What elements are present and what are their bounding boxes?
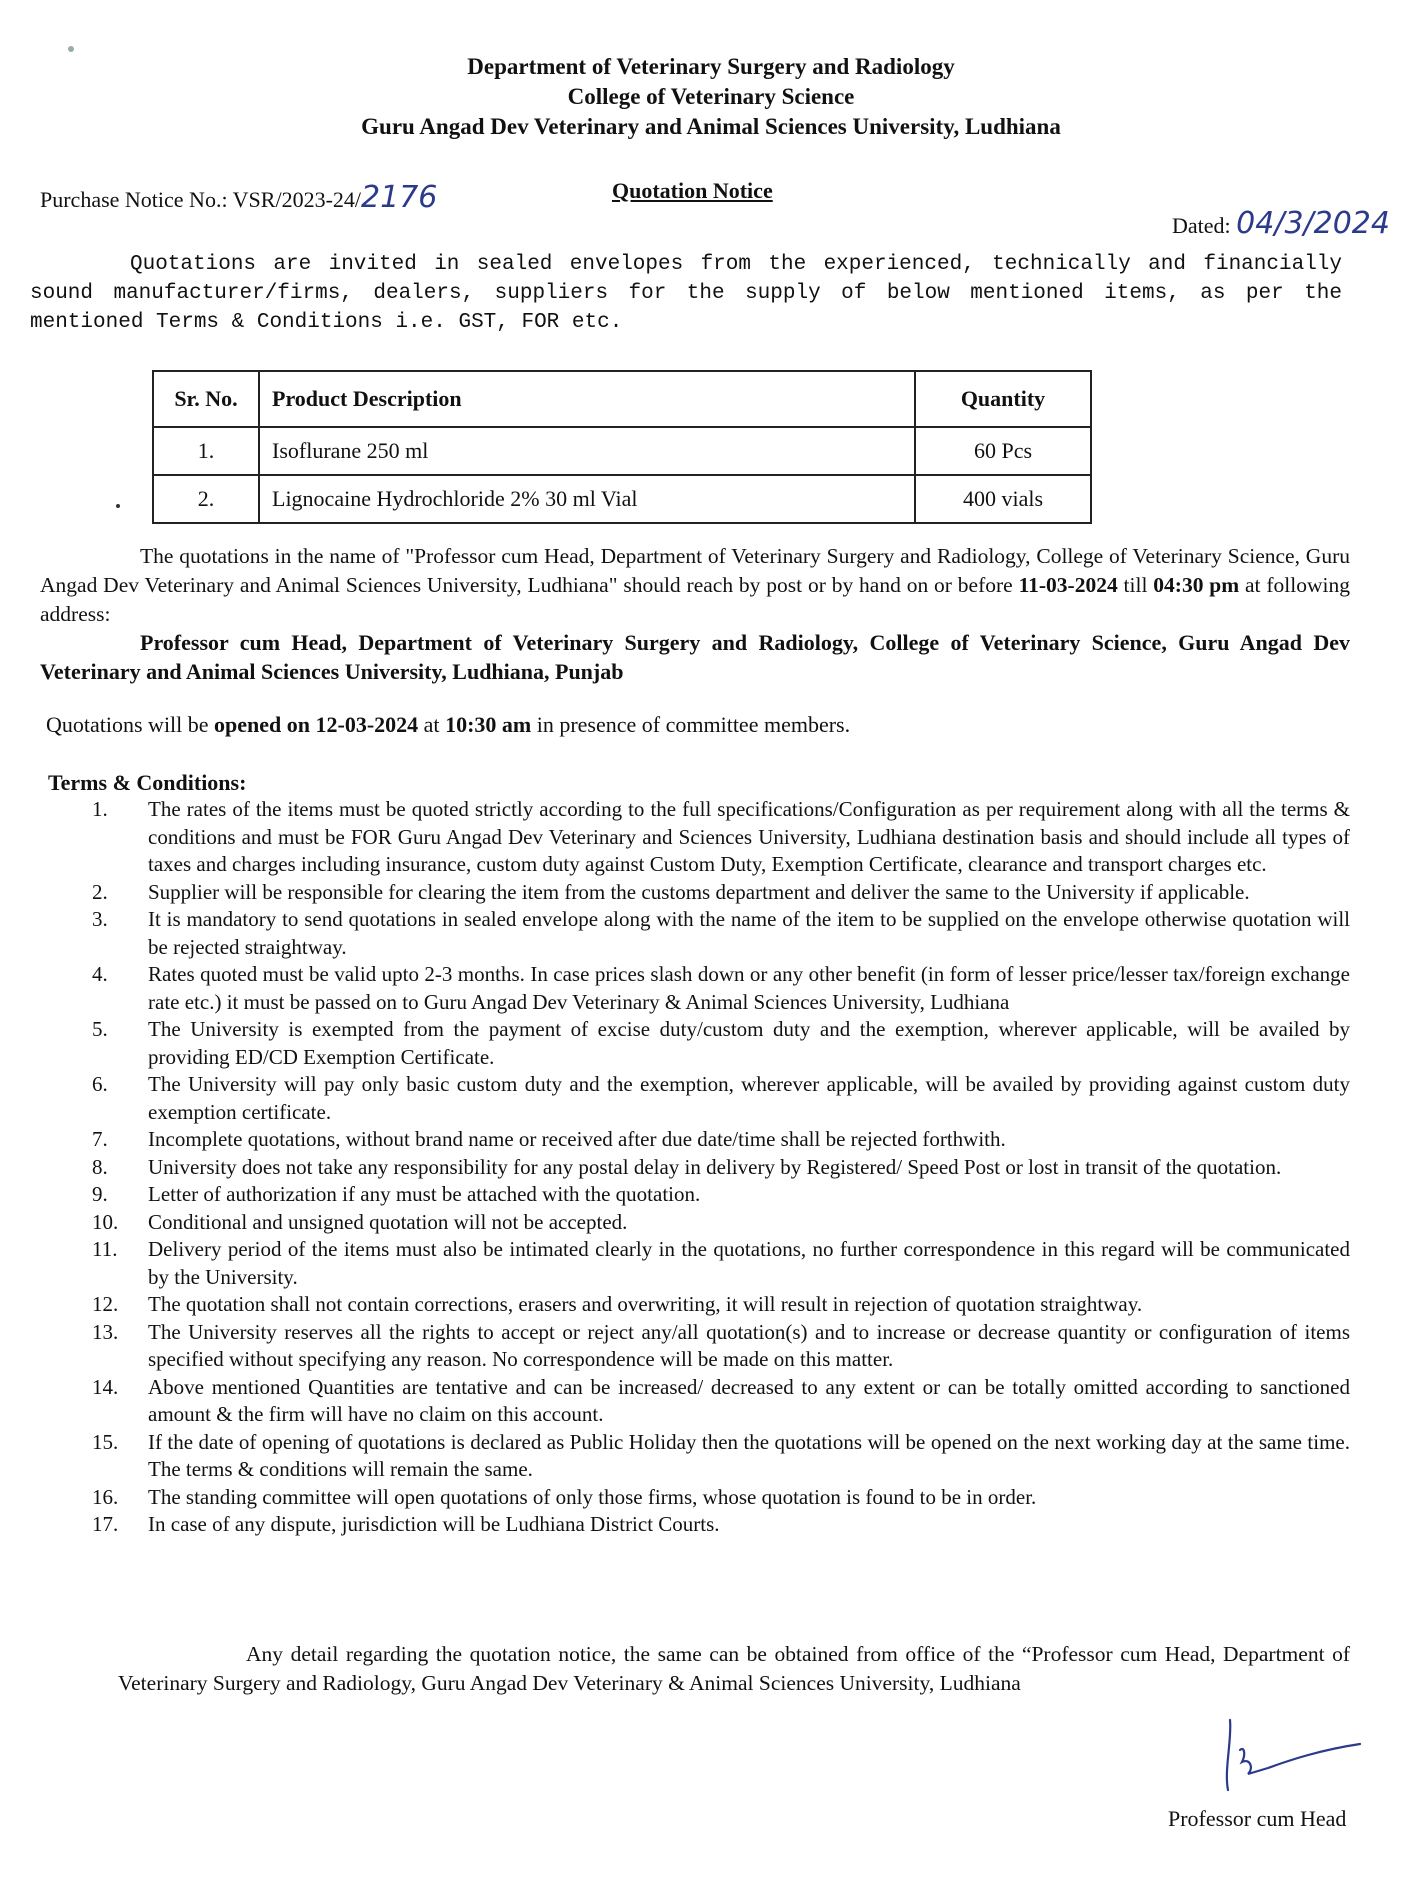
table-header-row [153, 371, 1091, 427]
term-text: The University will pay only basic custom duty and the exemption, wherever applicable, will be availed by providing against custom duty exemption certificate. [148, 1072, 1350, 1124]
submission-text: The quotations in the name of "Professor cum Head, Department of Veterinary Surgery and Radiology, College of Veterinary Science, Guru Angad Dev Veterinary and Animal Sciences University, Ludhiana" should reach by post or by hand on or before [40, 544, 1350, 597]
closing-text: Any detail regarding the quotation notice, the same can be obtained from office of the “Professor cum Head, Department of Veterinary Surgery and Radiology, Guru Angad Dev Veterinary & Animal Sciences University, Ludhiana [118, 1642, 1350, 1695]
letterhead [0, 52, 1422, 142]
term-text: Delivery period of the items must also be intimated clearly in the quotations, no further correspondence in this regard will be communicated by the University. [148, 1237, 1350, 1289]
term-text: University does not take any responsibility for any postal delay in delivery by Registered/ Speed Post or lost in transit of the quotation. [148, 1154, 1282, 1179]
term-number: 7. [92, 1127, 108, 1151]
items-table [152, 370, 1092, 524]
submission-paragraph [40, 542, 1350, 629]
term-item [92, 906, 1350, 961]
terms-heading: Terms & Conditions: [48, 770, 247, 795]
term-item [92, 1209, 1350, 1237]
term-item [92, 1291, 1350, 1319]
term-number: 8. [92, 1154, 108, 1179]
submission-address [40, 628, 1350, 686]
term-text: Rates quoted must be valid upto 2-3 months. In case prices slash down or any other benefit (in form of lesser price/lesser tax/foreign exchange rate etc.) it must be passed on to Guru Angad Dev Veterinary & Animal Sciences University, Ludhiana [148, 962, 1350, 1014]
term-text: In case of any dispute, jurisdiction will be Ludhiana District Courts. [148, 1512, 720, 1536]
term-item [92, 1071, 1350, 1126]
term-number: 4. [92, 962, 108, 986]
row-sr-no: 2. [153, 475, 259, 523]
term-text: Letter of authorization if any must be attached with the quotation. [148, 1182, 701, 1206]
term-item [92, 1429, 1350, 1484]
submission-text-address-intro: at following address: [40, 573, 1350, 626]
term-text: It is mandatory to send quotations in sealed envelope along with the name of the item to be supplied on the envelope otherwise quotation will be rejected straightway. [148, 907, 1350, 959]
term-number: 15. [92, 1429, 119, 1454]
term-number: 6. [92, 1072, 108, 1096]
term-number: 1. [92, 797, 108, 821]
row-product: Lignocaine Hydrochloride 2% 30 ml Vial [259, 475, 915, 523]
term-number: 12. [92, 1292, 119, 1316]
row-sr-no: 1. [153, 427, 259, 475]
notice-date [1172, 206, 1390, 241]
table-row [153, 475, 1091, 523]
term-text: Conditional and unsigned quotation will not be accepted. [148, 1209, 628, 1234]
header-quantity: Quantity [915, 371, 1091, 427]
university-name: Guru Angad Dev Veterinary and Animal Sciences University, Ludhiana [361, 114, 1061, 139]
term-text: Incomplete quotations, without brand name or received after due date/time shall be rejected forthwith. [148, 1127, 1006, 1151]
term-number: 2. [92, 879, 108, 904]
opening-text-tail: in presence of committee members. [531, 712, 851, 737]
header-product-description: Product Description [259, 371, 915, 427]
term-number: 9. [92, 1182, 108, 1206]
term-item [92, 1374, 1350, 1429]
term-text: Supplier will be responsible for clearing the item from the customs department and deliver the same to the University if applicable. [148, 879, 1250, 904]
term-number: 5. [92, 1017, 108, 1041]
term-number: 16. [92, 1484, 119, 1509]
notice-number-handwritten: 2176 [361, 180, 438, 215]
dated-handwritten: 04/3/2024 [1236, 206, 1390, 241]
college-name: College of Veterinary Science [567, 84, 855, 109]
row-quantity: 400 vials [915, 475, 1091, 523]
term-text: The standing committee will open quotations of only those firms, whose quotation is found to be in order. [148, 1484, 1037, 1509]
terms-list [92, 796, 1350, 1539]
opening-text-at: at [418, 712, 446, 737]
deadline-time: 04:30 pm [1153, 573, 1240, 597]
table-row [153, 427, 1091, 475]
term-item [92, 961, 1350, 1016]
term-text: The quotation shall not contain corrections, erasers and overwriting, it will result in rejection of quotation straightway. [148, 1292, 1143, 1316]
deadline-date: 11-03-2024 [1018, 573, 1118, 597]
submission-text-till: till [1117, 573, 1154, 597]
department-name: Department of Veterinary Surgery and Radiology [467, 54, 955, 79]
term-text: If the date of opening of quotations is declared as Public Holiday then the quotations will be opened on the next working day at the same time. The terms & conditions will remain the same. [148, 1429, 1350, 1481]
term-item [92, 1236, 1350, 1291]
term-item [92, 1154, 1350, 1182]
address-text: Professor cum Head, Department of Veterinary Surgery and Radiology, College of Veterinary Science, Guru Angad Dev Veterinary and Animal Sciences University, Ludhiana, Punjab [40, 630, 1350, 684]
term-text: The University reserves all the rights to accept or reject any/all quotation(s) and to increase or decrease quantity or configuration of items specified without specifying any reason. No correspondence will be made on this matter. [148, 1319, 1350, 1371]
term-number: 14. [92, 1374, 119, 1399]
term-number: 11. [92, 1237, 118, 1261]
row-product: Isoflurane 250 ml [259, 427, 915, 475]
term-item [92, 879, 1350, 907]
opening-date: opened on 12-03-2024 [214, 712, 419, 737]
term-number: 10. [92, 1209, 119, 1234]
header-sr-no: Sr. No. [153, 371, 259, 427]
term-item [92, 1484, 1350, 1512]
row-quantity: 60 Pcs [915, 427, 1091, 475]
term-item [92, 1511, 1350, 1539]
intro-paragraph [30, 250, 1342, 337]
signatory-title: Professor cum Head [1168, 1806, 1347, 1831]
term-item [92, 1126, 1350, 1154]
intro-text: Quotations are invited in sealed envelopes from the experienced, technically and financially sound manufacturer/firms, dealers, suppliers for the supply of below mentioned items, as per the mentioned Terms & Conditions i.e. GST, FOR etc. [30, 253, 1342, 334]
term-number: 13. [92, 1319, 119, 1344]
opening-time: 10:30 am [445, 712, 532, 737]
term-text: Above mentioned Quantities are tentative and can be increased/ decreased to any extent or can be totally omitted according to sanctioned amount & the firm will have no claim on this account. [148, 1374, 1350, 1426]
dated-label: Dated: [1172, 213, 1231, 238]
signature-mark [1210, 1710, 1370, 1800]
opening-statement [46, 712, 850, 738]
closing-paragraph [118, 1640, 1350, 1698]
notice-number-label: Purchase Notice No.: VSR/2023-24/ [40, 187, 362, 212]
term-item [92, 796, 1350, 879]
term-number: 17. [92, 1512, 119, 1536]
term-text: The rates of the items must be quoted strictly according to the full specifications/Configuration as per requirement along with all the terms & conditions and must be FOR Guru Angad Dev Veterinary and Sciences University, Ludhiana destination basis and should include all types of taxes and charges including insurance, custom duty against Custom Duty, Exemption Certificate, clearance and transport charges etc. [148, 797, 1350, 876]
scan-dot [116, 504, 120, 508]
purchase-notice-number [40, 180, 437, 215]
term-item [92, 1181, 1350, 1209]
term-item [92, 1319, 1350, 1374]
term-number: 3. [92, 907, 108, 931]
opening-text: Quotations will be [46, 712, 215, 737]
term-item [92, 1016, 1350, 1071]
notice-title: Quotation Notice [612, 178, 773, 203]
term-text: The University is exempted from the payment of excise duty/custom duty and the exemption, wherever applicable, will be availed by providing ED/CD Exemption Certificate. [148, 1017, 1350, 1069]
